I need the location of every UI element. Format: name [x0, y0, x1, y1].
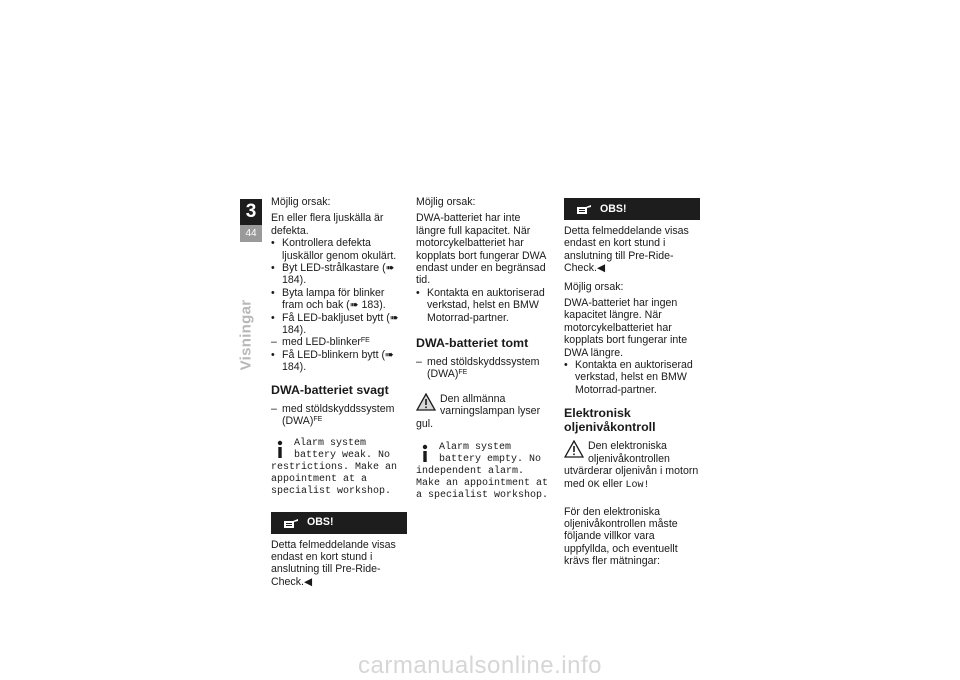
ok-value: OK — [587, 479, 600, 491]
equipment-note-text: med stöldskyddssystem (DWA) — [282, 402, 395, 428]
list-item — [564, 359, 700, 396]
warning-triangle-icon — [416, 393, 436, 411]
dash-mark: – — [416, 356, 422, 369]
oil-warning-text: Den elektroniska oljenivåkontrollen utvärderar oljenivån i motorn med — [564, 440, 699, 490]
chapter-number: 3 — [240, 199, 262, 225]
list-item — [416, 287, 552, 324]
list-item — [271, 349, 407, 374]
watermark-text: carmanualsonline.info — [358, 652, 602, 679]
bullet-mark: • — [416, 286, 420, 299]
cause-label: Möjlig orsak: — [564, 280, 624, 293]
list-item — [271, 237, 407, 262]
cause-label: Möjlig orsak: — [416, 196, 476, 208]
cause-label: Möjlig orsak: — [271, 196, 331, 208]
column-3 — [564, 196, 700, 572]
list-item — [271, 262, 407, 287]
info-notice — [416, 442, 552, 502]
section-heading: DWA-batteriet tomt — [416, 336, 529, 351]
info-notice-text: Alarm system battery weak. No restrictions. Make an appointment at a specialist workshop. — [271, 437, 398, 497]
hand-pointing-icon — [283, 517, 299, 529]
list-item-text: Byt LED-strålkastare (➠ 184). — [282, 262, 395, 287]
list-item-text: med LED-blinker — [282, 336, 361, 349]
cause-text: DWA-batteriet har ingen kapacitet längre. När motorcykelbatteriet har kopplats bort fungerar inte DWA längre. — [564, 297, 688, 359]
obs-text: Detta felmeddelande visas endast en kort stund i anslutning till Pre-Ride-Check.◀ — [271, 538, 396, 588]
equipment-note-text: med stöldskyddssystem (DWA) — [427, 356, 540, 381]
warning-triangle-icon — [564, 440, 584, 458]
hand-pointing-icon — [576, 203, 592, 215]
obs-text: Detta felmeddelande visas endast en kort stund i anslutning till Pre-Ride-Check.◀ — [564, 225, 689, 275]
bullet-mark: • — [271, 237, 275, 250]
equipment-superscript: FE — [313, 416, 323, 424]
oil-warning-or: eller — [599, 477, 626, 490]
obs-label: OBS! — [307, 516, 334, 529]
equipment-superscript: FE — [360, 337, 370, 345]
warning-lamp-text: Den allmänna varningslampan lyser gul. — [416, 392, 541, 430]
body-text: För den elektroniska oljenivåkontrollen måste följande villkor vara uppfyllda, och eventuellt krävs fler mätningar: — [564, 505, 678, 568]
dash-mark: – — [271, 336, 277, 349]
bullet-mark: • — [271, 262, 275, 275]
obs-banner — [564, 198, 700, 220]
list-item-text: Kontakta en auktoriserad verkstad, helst en BMW Motorrad-partner. — [427, 286, 545, 324]
equipment-superscript: FE — [458, 369, 468, 377]
cause-text: En eller flera ljuskälla är defekta. — [271, 212, 384, 237]
obs-label: OBS! — [600, 202, 627, 215]
bullet-mark: • — [271, 311, 275, 324]
info-icon — [416, 443, 434, 465]
obs-banner — [271, 512, 407, 534]
list-item-text: Kontakta en auktoriserad verkstad, helst en BMW Motorrad-partner. — [575, 359, 693, 396]
list-item — [271, 336, 407, 348]
bullet-mark: • — [271, 348, 275, 361]
list-item-text: Få LED-bakljuset bytt (➠ 184). — [282, 311, 399, 337]
list-item-text: Få LED-blinkern bytt (➠ 184). — [282, 348, 394, 374]
info-notice-text: Alarm system battery empty. No independent alarm. Make an appointment at a specialist workshop. — [416, 442, 549, 502]
list-item — [271, 287, 407, 312]
cause-text: DWA-batteriet har inte längre full kapacitet. När motorcykelbatteriet har kopplats bort fungerar DWA endast under en begränsad tid. — [416, 212, 546, 287]
list-item-text: Byta lampa för blinker fram och bak (➠ 183). — [282, 286, 386, 312]
info-icon — [271, 439, 289, 461]
list-item — [271, 312, 407, 337]
bullet-mark: • — [271, 286, 275, 299]
warning-lamp-notice — [416, 393, 552, 430]
column-2 — [416, 196, 552, 508]
page-number: 44 — [240, 225, 262, 242]
equipment-note — [416, 356, 552, 381]
low-value: Low! — [625, 479, 650, 491]
chapter-tab — [240, 199, 262, 246]
oil-warning-notice — [564, 440, 700, 491]
dash-mark: – — [271, 402, 277, 415]
section-heading: DWA-batteriet svagt — [271, 382, 389, 397]
bullet-mark: • — [564, 359, 568, 372]
column-1 — [271, 196, 407, 592]
list-item-text: Kontrollera defekta ljuskällor genom okulärt. — [282, 237, 397, 262]
section-side-label — [226, 299, 266, 371]
section-side-label-text: Visningar — [237, 299, 255, 371]
info-notice — [271, 438, 407, 498]
section-heading: Elektronisk oljenivåkontroll — [564, 406, 656, 435]
equipment-note — [271, 403, 407, 428]
